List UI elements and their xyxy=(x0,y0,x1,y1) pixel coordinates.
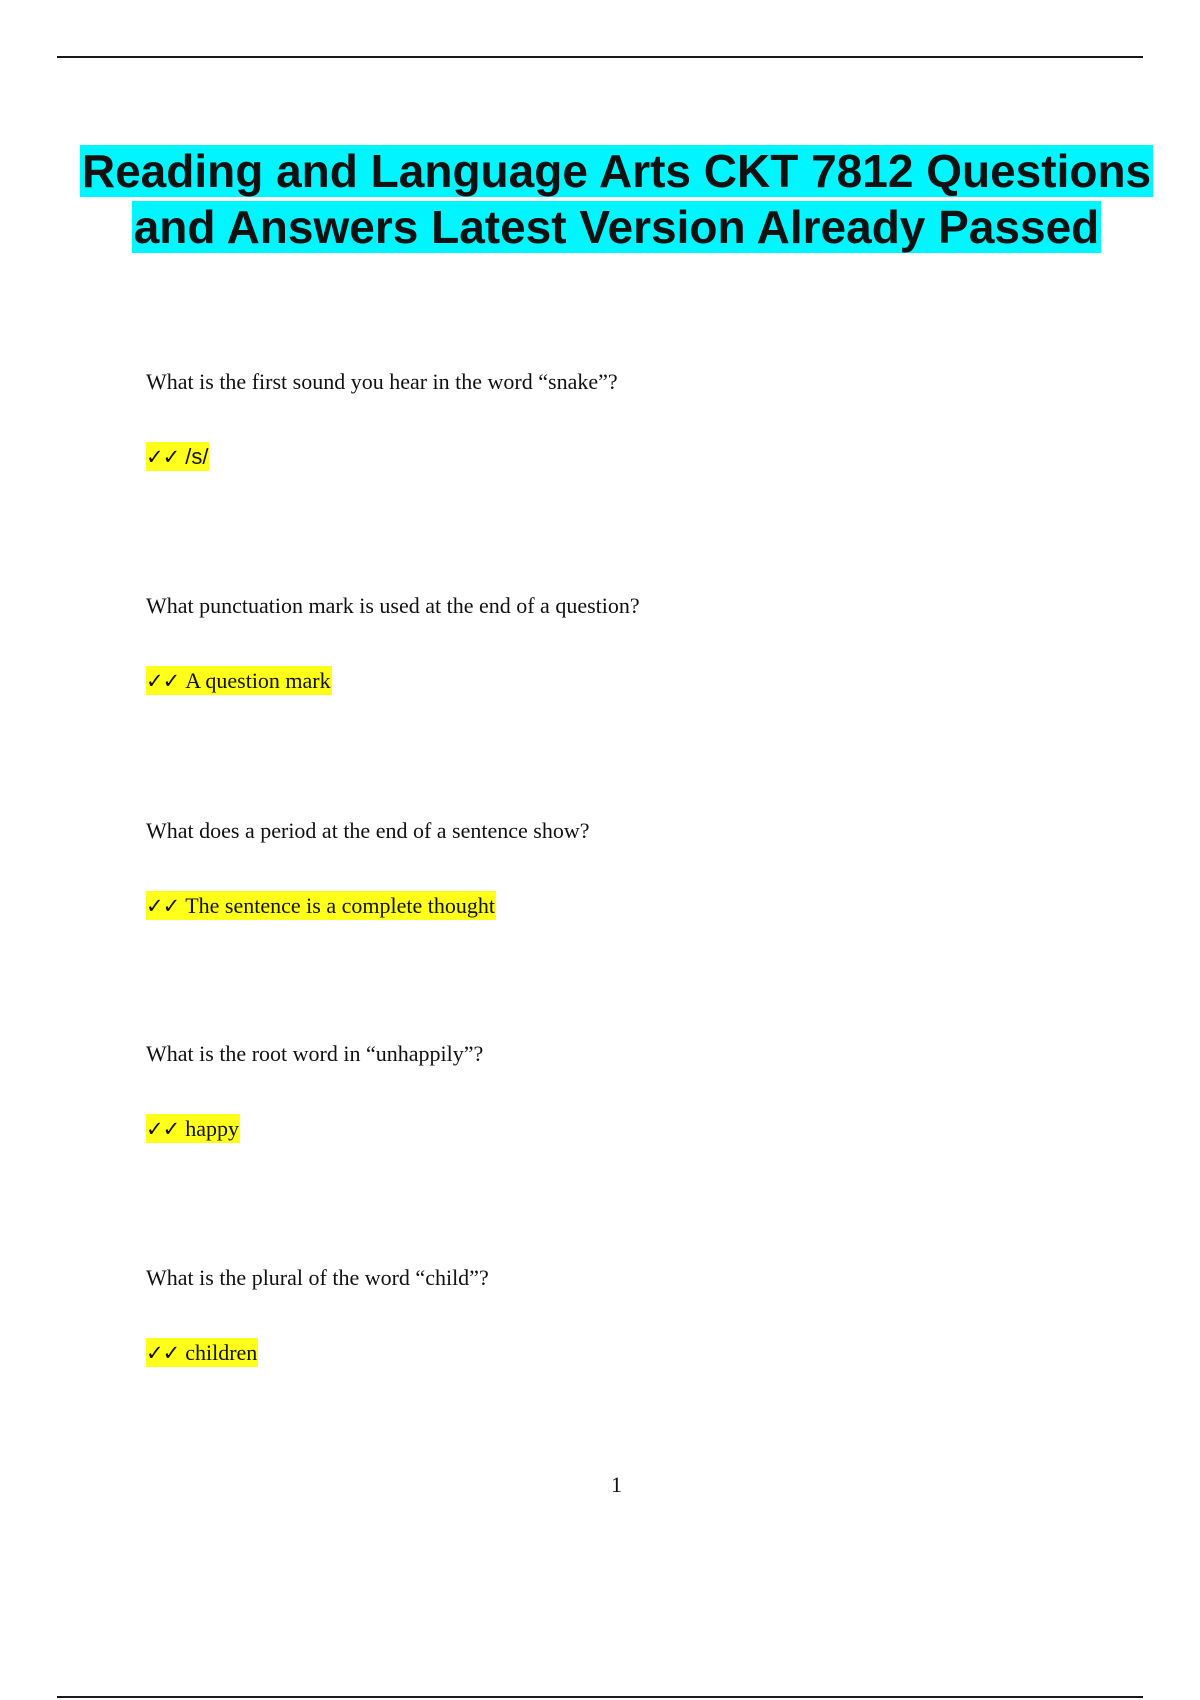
question-text: What does a period at the end of a sentence show? xyxy=(146,818,590,843)
qa-item xyxy=(146,1040,1106,1141)
bottom-rule xyxy=(57,1696,1143,1698)
page-title xyxy=(0,143,1200,255)
answer-line xyxy=(146,1115,240,1143)
double-check-icon: ✓✓ xyxy=(146,1341,180,1365)
question-text: What is the first sound you hear in the word “snake”? xyxy=(146,369,618,394)
qa-item xyxy=(146,817,1106,918)
answer-line xyxy=(146,1339,258,1367)
question-text: What punctuation mark is used at the end of a question? xyxy=(146,593,640,618)
answer-text: The sentence is a complete thought xyxy=(185,893,495,918)
answer-text: children xyxy=(185,1340,258,1365)
double-check-icon: ✓✓ xyxy=(146,894,180,918)
answer-line xyxy=(146,892,496,920)
double-check-icon: ✓✓ xyxy=(146,445,180,469)
top-rule xyxy=(57,56,1143,58)
question-text: What is the root word in “unhappily”? xyxy=(146,1041,484,1066)
page-title-text: Reading and Language Arts CKT 7812 Questions and Answers Latest Version Already Passed xyxy=(81,145,1152,253)
answer-highlight xyxy=(146,442,209,471)
answer-line xyxy=(146,667,332,695)
answer-text: A question mark xyxy=(185,668,331,693)
answer-text: /s/ xyxy=(185,444,209,469)
qa-item xyxy=(146,1264,1106,1365)
answer-highlight xyxy=(146,1338,258,1367)
answer-line xyxy=(146,443,209,471)
answer-highlight xyxy=(146,1114,240,1143)
title-block xyxy=(0,143,1200,255)
double-check-icon: ✓✓ xyxy=(146,1117,180,1141)
page-number: 1 xyxy=(611,1472,622,1497)
question-text: What is the plural of the word “child”? xyxy=(146,1265,489,1290)
double-check-icon: ✓✓ xyxy=(146,669,180,693)
answer-highlight xyxy=(146,891,496,920)
answer-highlight xyxy=(146,666,332,695)
answer-text: happy xyxy=(185,1116,239,1141)
qa-item xyxy=(146,368,1106,469)
qa-item xyxy=(146,592,1106,693)
